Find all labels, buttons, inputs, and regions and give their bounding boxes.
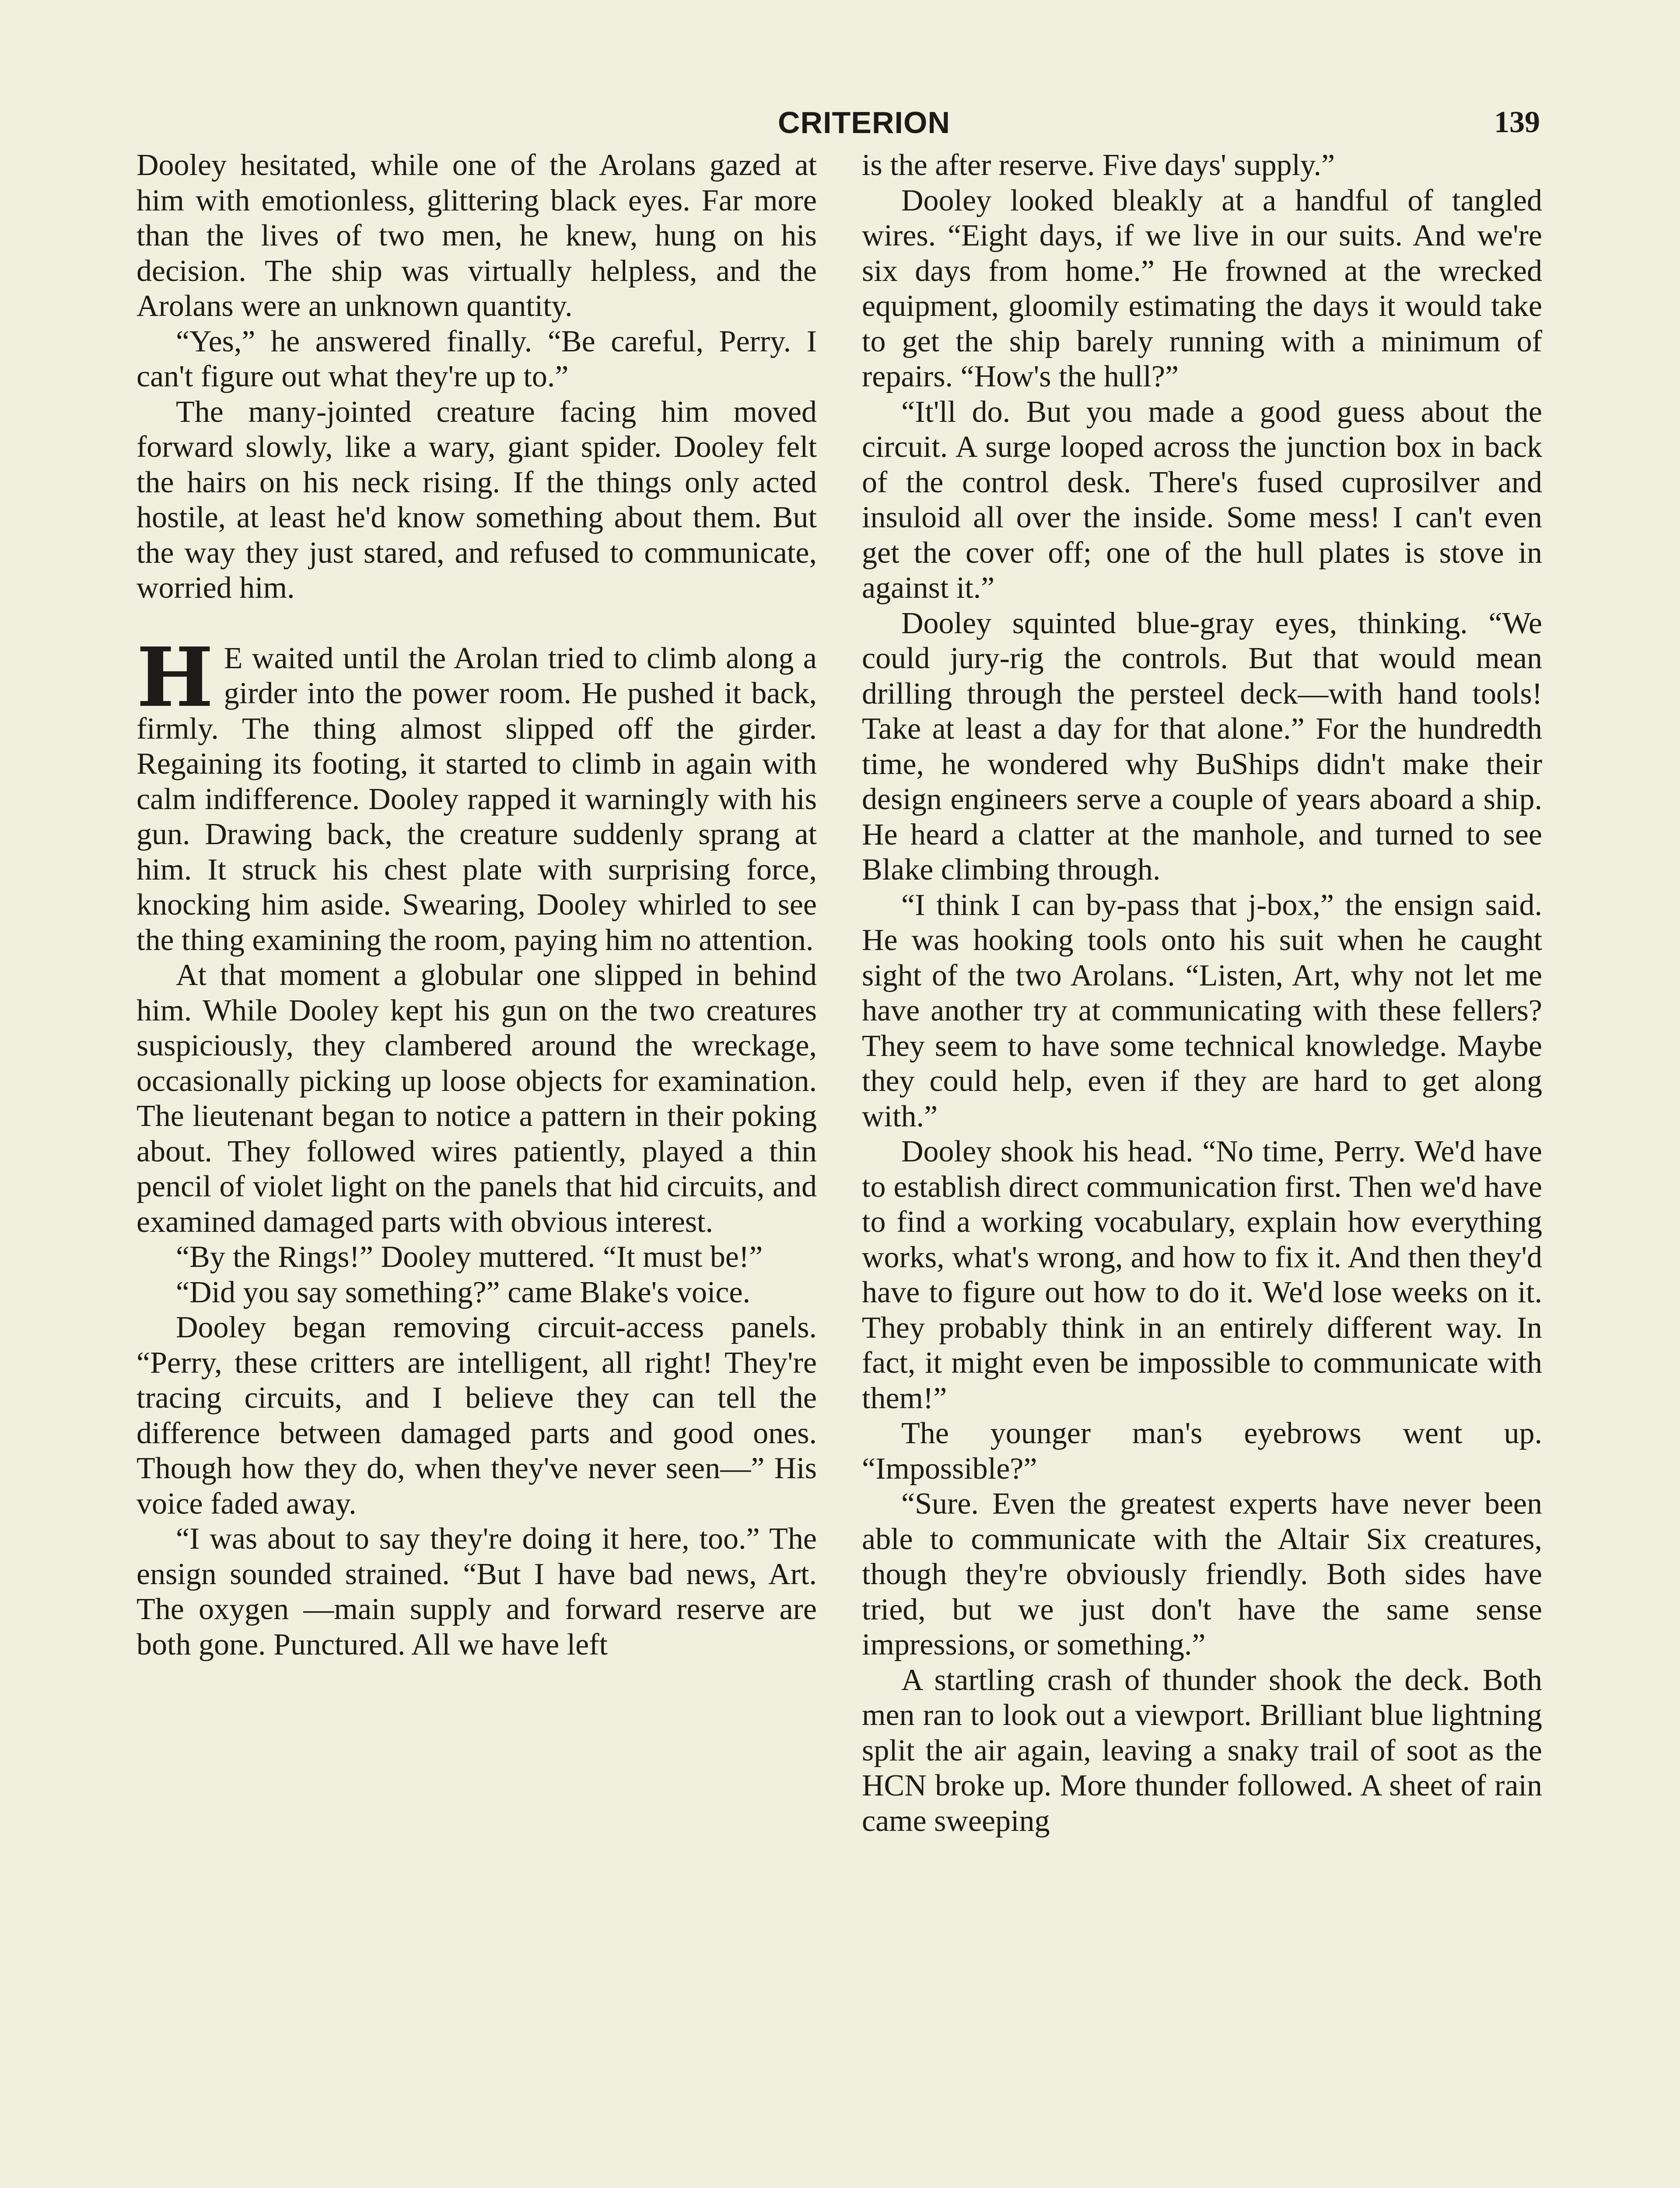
paragraph: “Yes,” he answered finally. “Be careful, Perry. I can't figure out what they're up to.”: [136, 324, 817, 393]
paragraph: Dooley looked bleakly at a handful of tangled wires. “Eight days, if we live in our suits. And we're six days from home.” He frowned at the wrecked equipment, gloomily estimating the days it would take to get the ship barely running with a minimum of repairs. “How's the hull?”: [862, 183, 1542, 393]
right-column: [862, 148, 1542, 1839]
section-opening-paragraph: [136, 629, 817, 958]
paragraph: “I think I can by-pass that j-box,” the ensign said. He was hooking tools onto his suit when he caught sight of the two Arolans. “Listen, Art, why not let me have another try at communicating with these fellers? They seem to have some technical knowledge. Maybe they could help, even if they are hard to get along with.”: [862, 888, 1542, 1133]
paragraph: Dooley squinted blue-gray eyes, thinking. “We could jury-rig the controls. But that would mean drilling through the persteel deck—with hand tools! Take at least a day for that alone.” For the hundredth time, he wondered why BuShips didn't make their design engineers serve a couple of years aboard a ship. He heard a clatter at the manhole, and turned to see Blake climbing through.: [862, 606, 1542, 887]
running-title: CRITERION: [778, 105, 950, 140]
page-header: [0, 103, 1680, 142]
left-column: [136, 148, 817, 1662]
paragraph: The many-jointed creature facing him moved forward slowly, like a wary, giant spider. Dooley felt the hairs on his neck rising. If the things only acted hostile, at least he'd know something about them. But the way they just stared, and refused to communicate, worried him.: [136, 395, 817, 605]
paragraph: Dooley hesitated, while one of the Arolans gazed at him with emotionless, glittering black eyes. Far more than the lives of two men, he knew, hung on his decision. The ship was virtually helpless, and the Arolans were an unknown quantity.: [136, 148, 817, 323]
paragraph: “I was about to say they're doing it here, too.” The ensign sounded strained. “But I have bad news, Art. The oxygen —main supply and forward reserve are both gone. Punctured. All we have left: [136, 1522, 817, 1662]
paragraph: At that moment a globular one slipped in behind him. While Dooley kept his gun on the two creatures suspiciously, they clambered around the wreckage, occasionally picking up loose objects for examination. The lieutenant began to notice a pattern in their poking about. They followed wires patiently, played a thin pencil of violet light on the panels that hid circuits, and examined damaged parts with obvious interest.: [136, 958, 817, 1239]
paragraph: A startling crash of thunder shook the deck. Both men ran to look out a viewport. Brilliant blue lightning split the air again, leaving a snaky trail of soot as the HCN broke up. More thunder followed. A sheet of rain came sweeping: [862, 1663, 1542, 1838]
paragraph: The younger man's eyebrows went up. “Impossible?”: [862, 1417, 1542, 1486]
paragraph: “Did you say something?” came Blake's voice.: [176, 1275, 751, 1309]
paragraph: “It'll do. But you made a good guess about the circuit. A surge looped across the junction box in back of the control desk. There's fused cuprosilver and insuloid all over the inside. Some mess! I can't even get the cover off; one of the hull plates is stove in against it.”: [862, 395, 1542, 605]
drop-cap: H: [136, 629, 214, 725]
paragraph: is the after reserve. Five days' supply.”: [862, 148, 1335, 182]
paragraph: Dooley began removing circuit-access panels. “Perry, these critters are intelligent, all right! They're tracing circuits, and I believe they can tell the difference between damaged parts and good ones. Though how they do, when they've never seen—” His voice faded away.: [136, 1311, 817, 1521]
page-number: 139: [1494, 105, 1540, 139]
paragraph: “By the Rings!” Dooley muttered. “It must be!”: [176, 1240, 763, 1274]
paragraph: “Sure. Even the greatest experts have never been able to communicate with the Altair Six creatures, though they're obviously friendly. Both sides have tried, but we just don't have the same sense impressions, or something.”: [862, 1487, 1542, 1662]
paragraph: Dooley shook his head. “No time, Perry. We'd have to establish direct communication first. Then we'd have to find a working vocabulary, explain how everything works, what's wrong, and how to fix it. And then they'd have to figure out how to do it. We'd lose weeks on it. They probably think in an entirely different way. In fact, it might even be impossible to communicate with them!”: [862, 1135, 1542, 1415]
paragraph-text: E waited until the Arolan tried to climb along a girder into the power room. He pushed it back, firmly. The thing almost slipped off the girder. Regaining its footing, it started to climb in again with calm indifference. Dooley rapped it warningly with his gun. Drawing back, the creature suddenly sprang at him. It struck his chest plate with surprising force, knocking him aside. Swearing, Dooley whirled to see the thing examining the room, paying him no attention.: [136, 641, 817, 957]
